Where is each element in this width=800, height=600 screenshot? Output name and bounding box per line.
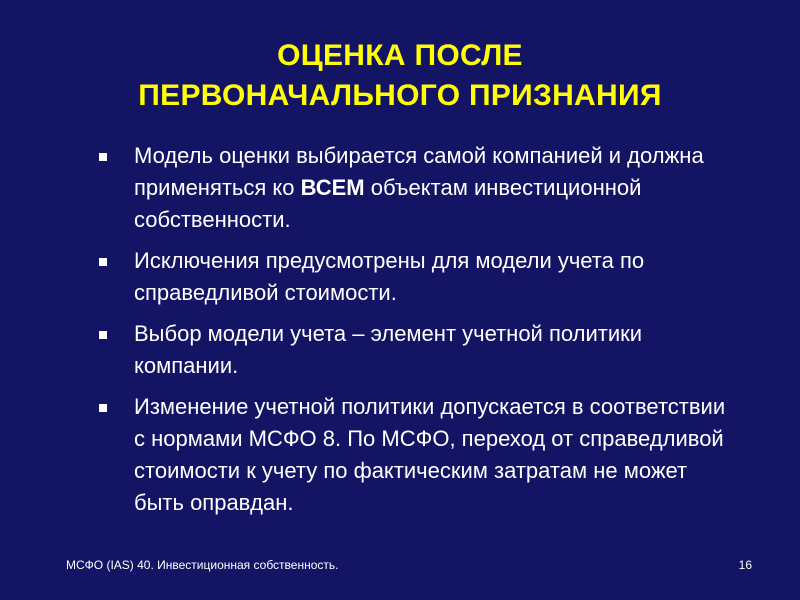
- page-number: 16: [738, 558, 752, 572]
- footer-caption: МСФО (IAS) 40. Инвестиционная собственность.: [66, 558, 339, 572]
- bullet-text-bold: ВСЕМ: [300, 175, 365, 200]
- bullet-item-model-choice: [96, 140, 726, 236]
- bullet-list: [96, 140, 726, 528]
- bullet-text-after: объектам инвестиционной собственности.: [134, 175, 642, 232]
- square-bullet-icon: [99, 258, 107, 266]
- title-line-2: ПЕРВОНАЧАЛЬНОГО ПРИЗНАНИЯ: [138, 79, 662, 112]
- square-bullet-icon: [99, 331, 107, 339]
- bullet-item-exceptions: [96, 245, 726, 309]
- bullet-text: Изменение учетной политики допускается в соответствии с нормами МСФО 8. По МСФО, переход от справедливой стоимости к учету по фактическим затратам не может быть оправдан.: [134, 394, 726, 515]
- slide-title: [40, 36, 760, 116]
- bullet-text: Выбор модели учета – элемент учетной политики компании.: [134, 321, 643, 378]
- bullet-text: Исключения предусмотрены для модели учета по справедливой стоимости.: [134, 248, 645, 305]
- bullet-item-policy-change: [96, 391, 726, 519]
- bullet-item-policy: [96, 318, 726, 382]
- square-bullet-icon: [99, 153, 107, 161]
- title-line-1: ОЦЕНКА ПОСЛЕ: [277, 39, 523, 72]
- bullet-text-before: Модель оценки выбирается самой компанией и должна применяться ко: [134, 143, 704, 200]
- square-bullet-icon: [99, 404, 107, 412]
